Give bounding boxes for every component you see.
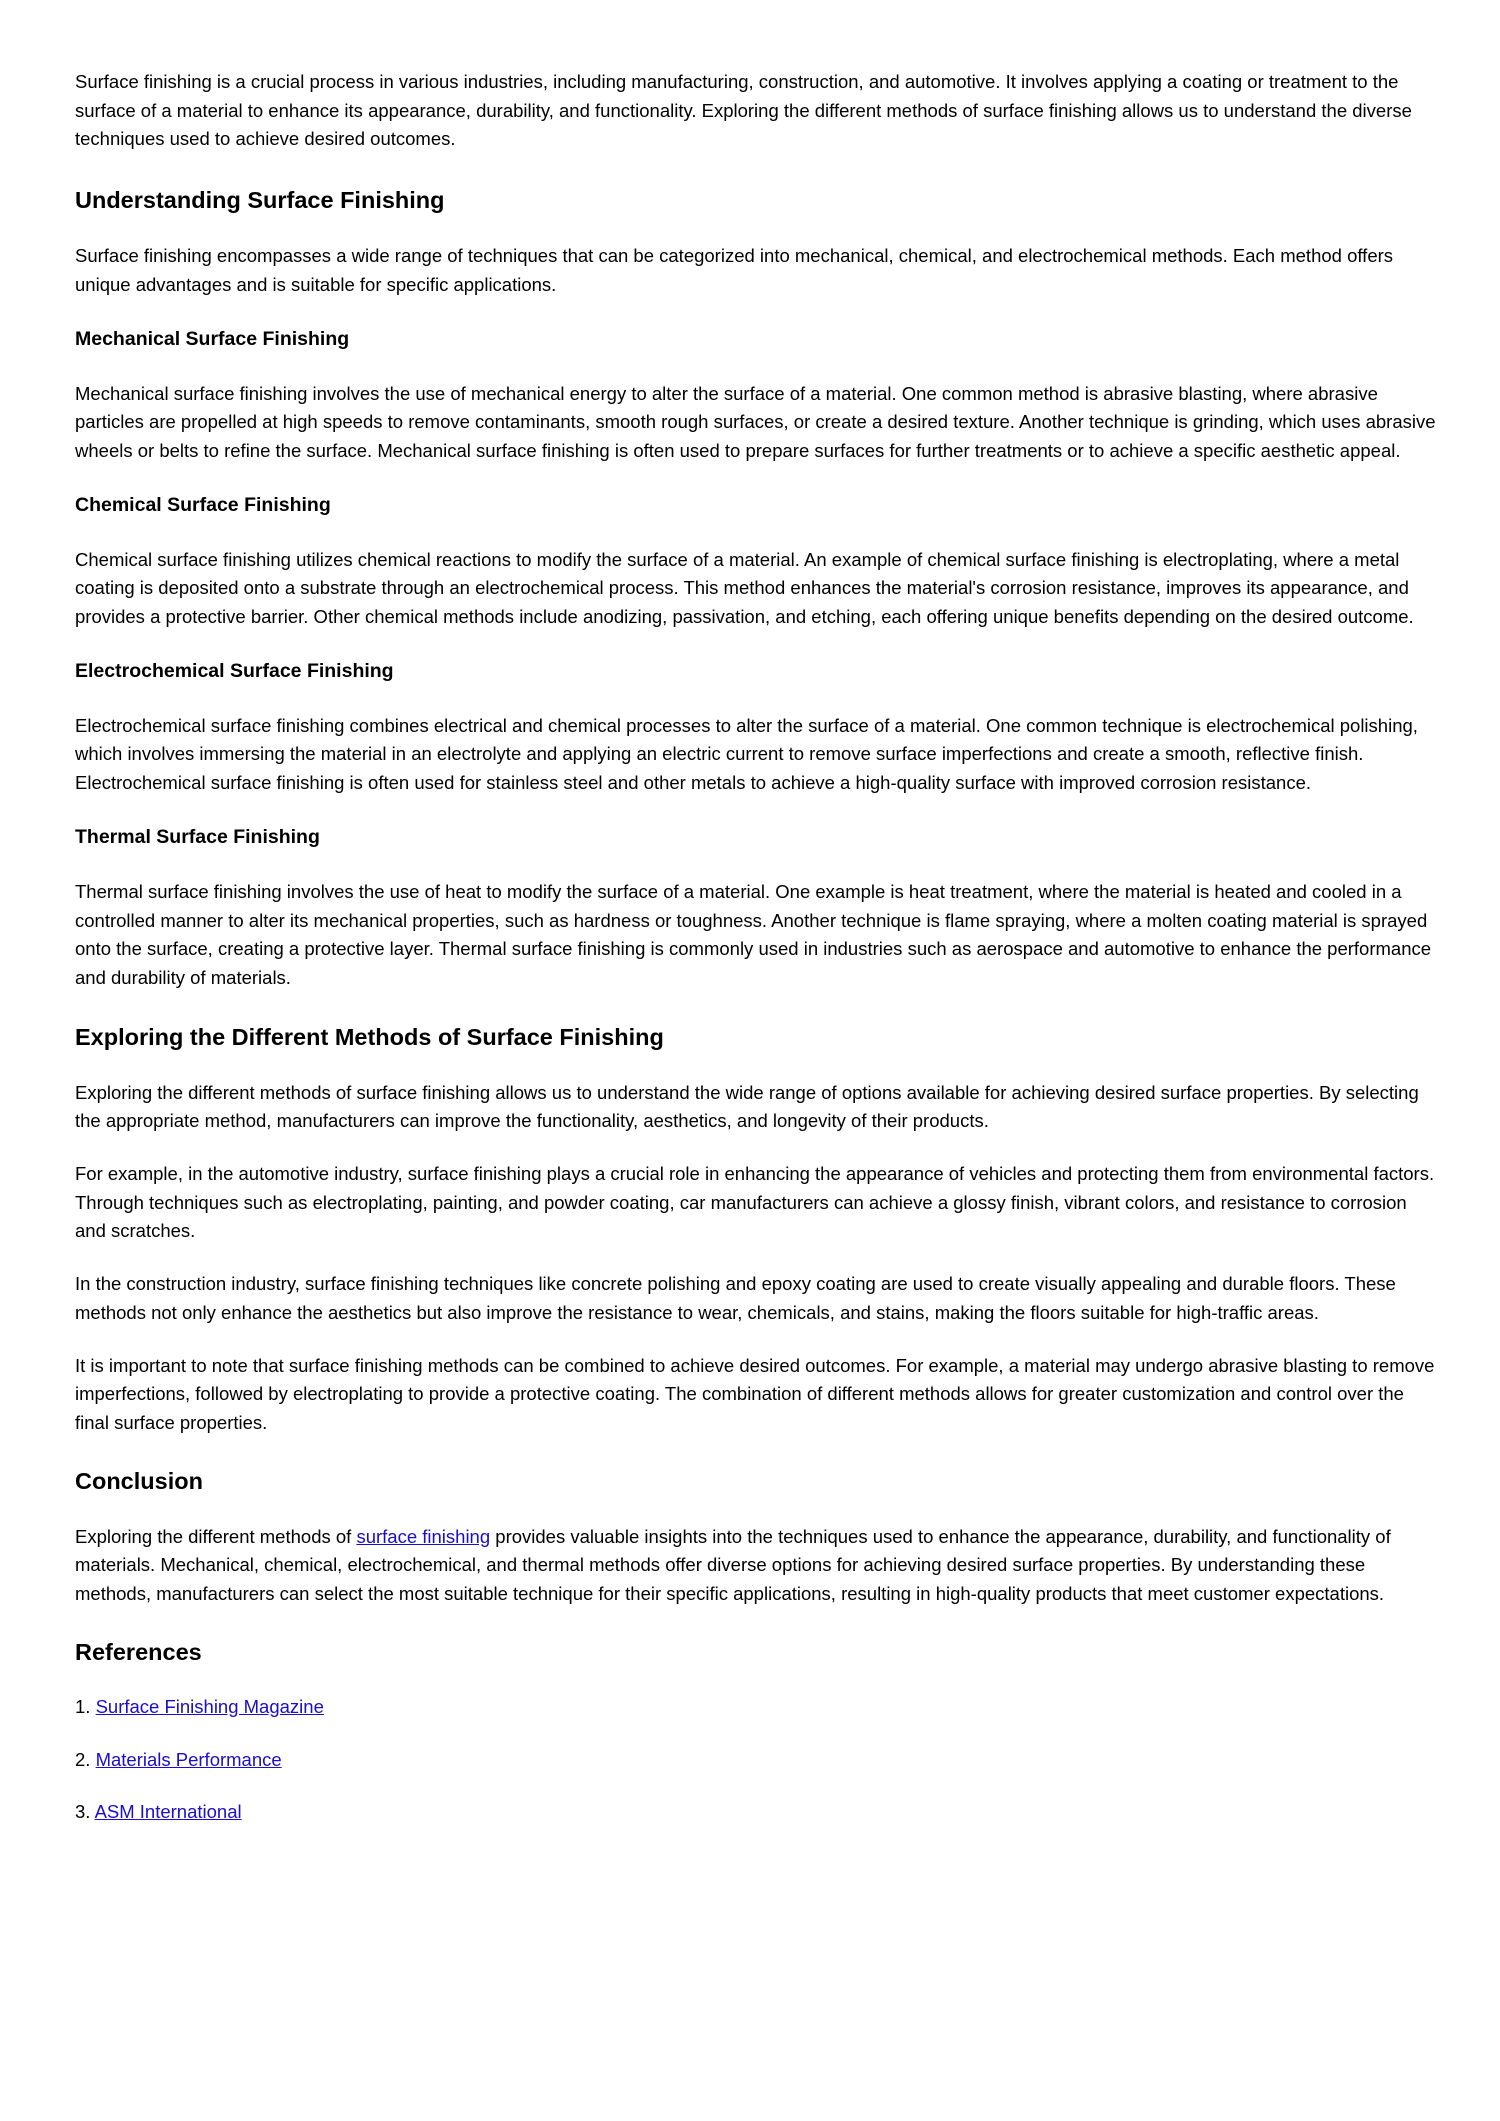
mechanical-paragraph: Mechanical surface finishing involves the use of mechanical energy to alter the surface of a material. One common method is abrasive blasting, where abrasive particles are propelled at high speeds to remove contaminants, smooth rough surfaces, or create a desired texture. Another technique is grinding, which uses abrasive wheels or belts to refine the surface. Mechanical surface finishing is often used to prepare surfaces for further treatments or to achieve a specific aesthetic appeal. bbox=[75, 382, 1436, 461]
intro-paragraph: Surface finishing is a crucial process in various industries, including manufacturing, construction, and automotive. It involves applying a coating or treatment to the surface of a material to enhance its appearance, durability, and functionality. Exploring the different methods of surface finishing allows us to understand the diverse techniques used to achieve desired outcomes. bbox=[75, 71, 1412, 150]
conclusion-text-start: Exploring the different methods of bbox=[75, 1525, 357, 1547]
list-item bbox=[75, 1693, 1440, 1722]
section-heading-references: References bbox=[75, 1638, 202, 1665]
chemical-paragraph: Chemical surface finishing utilizes chemical reactions to modify the surface of a material. An example of chemical surface finishing is electroplating, where a metal coating is deposited onto a substrate through an electrochemical process. This method enhances the material's corrosion resistance, improves its appearance, and provides a protective barrier. Other chemical methods include anodizing, passivation, and etching, each offering unique benefits depending on the desired outcome. bbox=[75, 548, 1414, 628]
section-heading-understanding: Understanding Surface Finishing bbox=[75, 187, 445, 214]
electrochemical-paragraph: Electrochemical surface finishing combines electrical and chemical processes to alter the surface of a material. One common technique is electrochemical polishing, which involves immersing the material in an electrolyte and applying an electric current to remove surface imperfections and create a smooth, reflective finish. Electrochemical surface finishing is often used for stainless steel and other metals to achieve a high-quality surface with improved corrosion resistance. bbox=[75, 714, 1418, 794]
exploring-paragraph-4: It is important to note that surface finishing methods can be combined to achieve desired outcomes. For example, a material may undergo abrasive blasting to remove imperfections, followed by electroplating to provide a protective coating. The combination of different methods allows for greater customization and control over the final surface properties. bbox=[75, 1354, 1435, 1433]
thermal-paragraph: Thermal surface finishing involves the use of heat to modify the surface of a material. One example is heat treatment, where the material is heated and cooled in a controlled manner to alter its mechanical properties, such as hardness or toughness. Another technique is flame spraying, where a molten coating material is sprayed onto the surface, creating a protective layer. Thermal surface finishing is commonly used in industries such as aerospace and automotive to enhance the performance and durability of materials. bbox=[75, 880, 1432, 988]
references-list bbox=[75, 1693, 1440, 1827]
subheading-mechanical: Mechanical Surface Finishing bbox=[75, 327, 350, 350]
subheading-thermal: Thermal Surface Finishing bbox=[75, 825, 320, 848]
article bbox=[75, 68, 1440, 1827]
subheading-electrochemical: Electrochemical Surface Finishing bbox=[75, 659, 394, 682]
reference-link-surface-finishing-magazine[interactable]: Surface Finishing Magazine bbox=[95, 1695, 324, 1717]
exploring-paragraph-3: In the construction industry, surface finishing techniques like concrete polishing and epoxy coating are used to create visually appealing and durable floors. These methods not only enhance the aesthetics but also improve the resistance to wear, chemicals, and stains, making the floors suitable for high-traffic areas. bbox=[75, 1273, 1396, 1323]
conclusion-paragraph bbox=[75, 1523, 1440, 1609]
understanding-paragraph: Surface finishing encompasses a wide range of techniques that can be categorized into mechanical, chemical, and electrochemical methods. Each method offers unique advantages and is suitable for specific applications. bbox=[75, 245, 1394, 295]
conclusion-text-end: provides valuable insights into the techniques used to enhance the appearance, durability, and functionality of materials. Mechanical, chemical, electrochemical, and thermal methods offer diverse options for achieving desired surface properties. By understanding these methods, manufacturers can select the most suitable technique for their specific applications, resulting in high-quality products that meet customer expectations. bbox=[75, 1525, 1391, 1605]
reference-number: 1. bbox=[75, 1695, 96, 1717]
exploring-paragraph-2: For example, in the automotive industry, surface finishing plays a crucial role in enhancing the appearance of vehicles and protecting them from environmental factors. Through techniques such as electroplating, painting, and powder coating, car manufacturers can achieve a glossy finish, vibrant colors, and resistance to corrosion and scratches. bbox=[75, 1163, 1435, 1242]
section-heading-conclusion: Conclusion bbox=[75, 1467, 203, 1494]
reference-number: 2. bbox=[75, 1748, 96, 1770]
surface-finishing-link[interactable]: surface finishing bbox=[356, 1525, 491, 1547]
subheading-chemical: Chemical Surface Finishing bbox=[75, 493, 331, 516]
list-item bbox=[75, 1798, 1440, 1827]
reference-link-materials-performance[interactable]: Materials Performance bbox=[95, 1748, 282, 1770]
list-item bbox=[75, 1746, 1440, 1775]
reference-number: 3. bbox=[75, 1801, 95, 1823]
section-heading-exploring: Exploring the Different Methods of Surface Finishing bbox=[75, 1023, 664, 1050]
exploring-paragraph-1: Exploring the different methods of surface finishing allows us to understand the wide range of options available for achieving desired surface properties. By selecting the appropriate method, manufacturers can improve the functionality, aesthetics, and longevity of their products. bbox=[75, 1081, 1419, 1132]
reference-link-asm-international[interactable]: ASM International bbox=[94, 1801, 242, 1823]
